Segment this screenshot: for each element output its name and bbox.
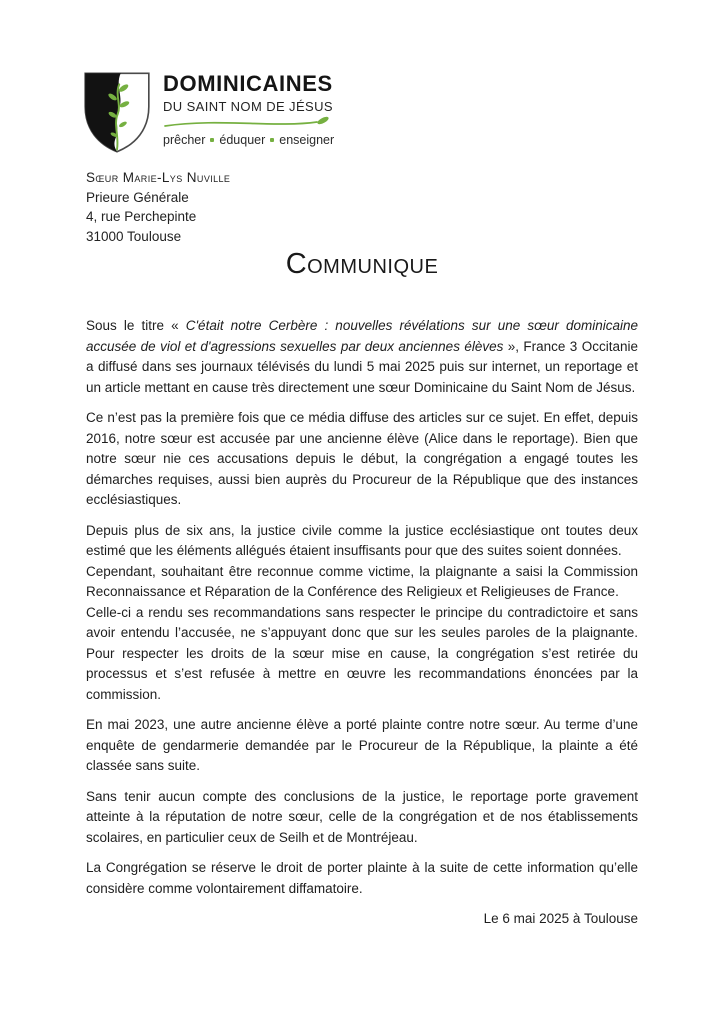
body-text: Celle-ci a rendu ses recommandations sans respecter le principe du contradictoire et sans avoir entendu l’accusée, ne s’appuyant donc que sur les seules paroles de la plaignante. Pour respecter les droits de la sœur mise en cause, la congrégation s’est retirée du processus et s’est refusée à mettre en œuvre les recommandations énoncées par la commission. [86, 604, 638, 702]
motto-word: prêcher [163, 133, 206, 147]
document-title: Communique [285, 248, 439, 280]
paragraph [86, 408, 638, 511]
paragraph [86, 787, 638, 849]
paragraph [86, 858, 638, 899]
body-text: », France 3 Occitanie a diffusé dans ses journaux télévisés du lundi 5 mai 2025 puis sur internet, un reportage et un article mettant en cause très directement une sœur Dominicaine du Saint Nom de Jésus. [86, 338, 638, 395]
logo-motto [163, 133, 335, 147]
body-text: Sans tenir aucun compte des conclusions de la justice, le reportage porte gravement atteinte à la réputation de notre sœur, celle de la congrégation et de nos établissements scolaires, en particulier ceux de Seilh et de Montréjeau. [86, 788, 638, 845]
quoted-title-text: C'était notre Cerbère : nouvelles révélations sur une sœur dominicaine accusée de viol et d'agressions sexuelles par deux anciennes élèves [86, 318, 638, 354]
motto-separator-dot [270, 138, 274, 142]
sender-street: 4, rue Perchepinte [86, 209, 197, 224]
body-text: Cependant, souhaitant être reconnue comme victime, la plaignante a saisi la Commission Reconnaissance et Réparation de la Conférence des Religieux et Religieuses de France. [86, 563, 638, 599]
org-name: DOMINICAINES [163, 71, 333, 96]
body-text: La Congrégation se réserve le droit de porter plainte à la suite de cette information qu’elle considère comme volontairement diffamatoire. [86, 860, 638, 896]
shield-icon [80, 68, 154, 157]
body-text: Sous le titre « [86, 318, 186, 333]
dateline: Le 6 mai 2025 à Toulouse [483, 911, 638, 926]
sender-city: 31000 Toulouse [86, 228, 182, 244]
paragraph [86, 316, 638, 398]
sender-name: Sœur Marie-Lys Nuville [86, 170, 231, 185]
org-subtitle: DU SAINT NOM DE JÉSUS [163, 99, 333, 114]
letterhead [80, 68, 335, 157]
sender-role: Prieure Générale [86, 189, 189, 205]
paragraph [86, 521, 638, 706]
motto-separator-dot [210, 138, 214, 142]
body-text: Depuis plus de six ans, la justice civile comme la justice ecclésiastique ont toutes deux estimé que les éléments allégués étaient insuffisants pour que des suites soient données. [86, 522, 638, 558]
congregation-shield-logo [80, 68, 154, 157]
document-body [86, 316, 638, 940]
motto-word: enseigner [279, 133, 335, 147]
logo-text-block [163, 68, 335, 147]
body-text: En mai 2023, une autre ancienne élève a porté plainte contre notre sœur. Au terme d’une enquête de gendarmerie demandée par le Procureur de la République, la plainte a été classée sans suite. [86, 717, 638, 773]
body-text: Ce n’est pas la première fois que ce média diffuse des articles sur ce sujet. En effet, depuis 2016, notre sœur est accusée par une ancienne élève (Alice dans le reportage). Bien que notre sœur nie ces accusations depuis le début, la congrégation a engagé toutes les démarches requises, aussi bien auprès du Procureur de la République que des instances ecclésiastiques. [86, 410, 638, 507]
paragraphs-container [86, 316, 638, 899]
sender-block [86, 168, 230, 246]
paragraph [86, 715, 638, 777]
motto-word: éduquer [219, 133, 266, 147]
vine-swoosh-icon [163, 115, 335, 131]
